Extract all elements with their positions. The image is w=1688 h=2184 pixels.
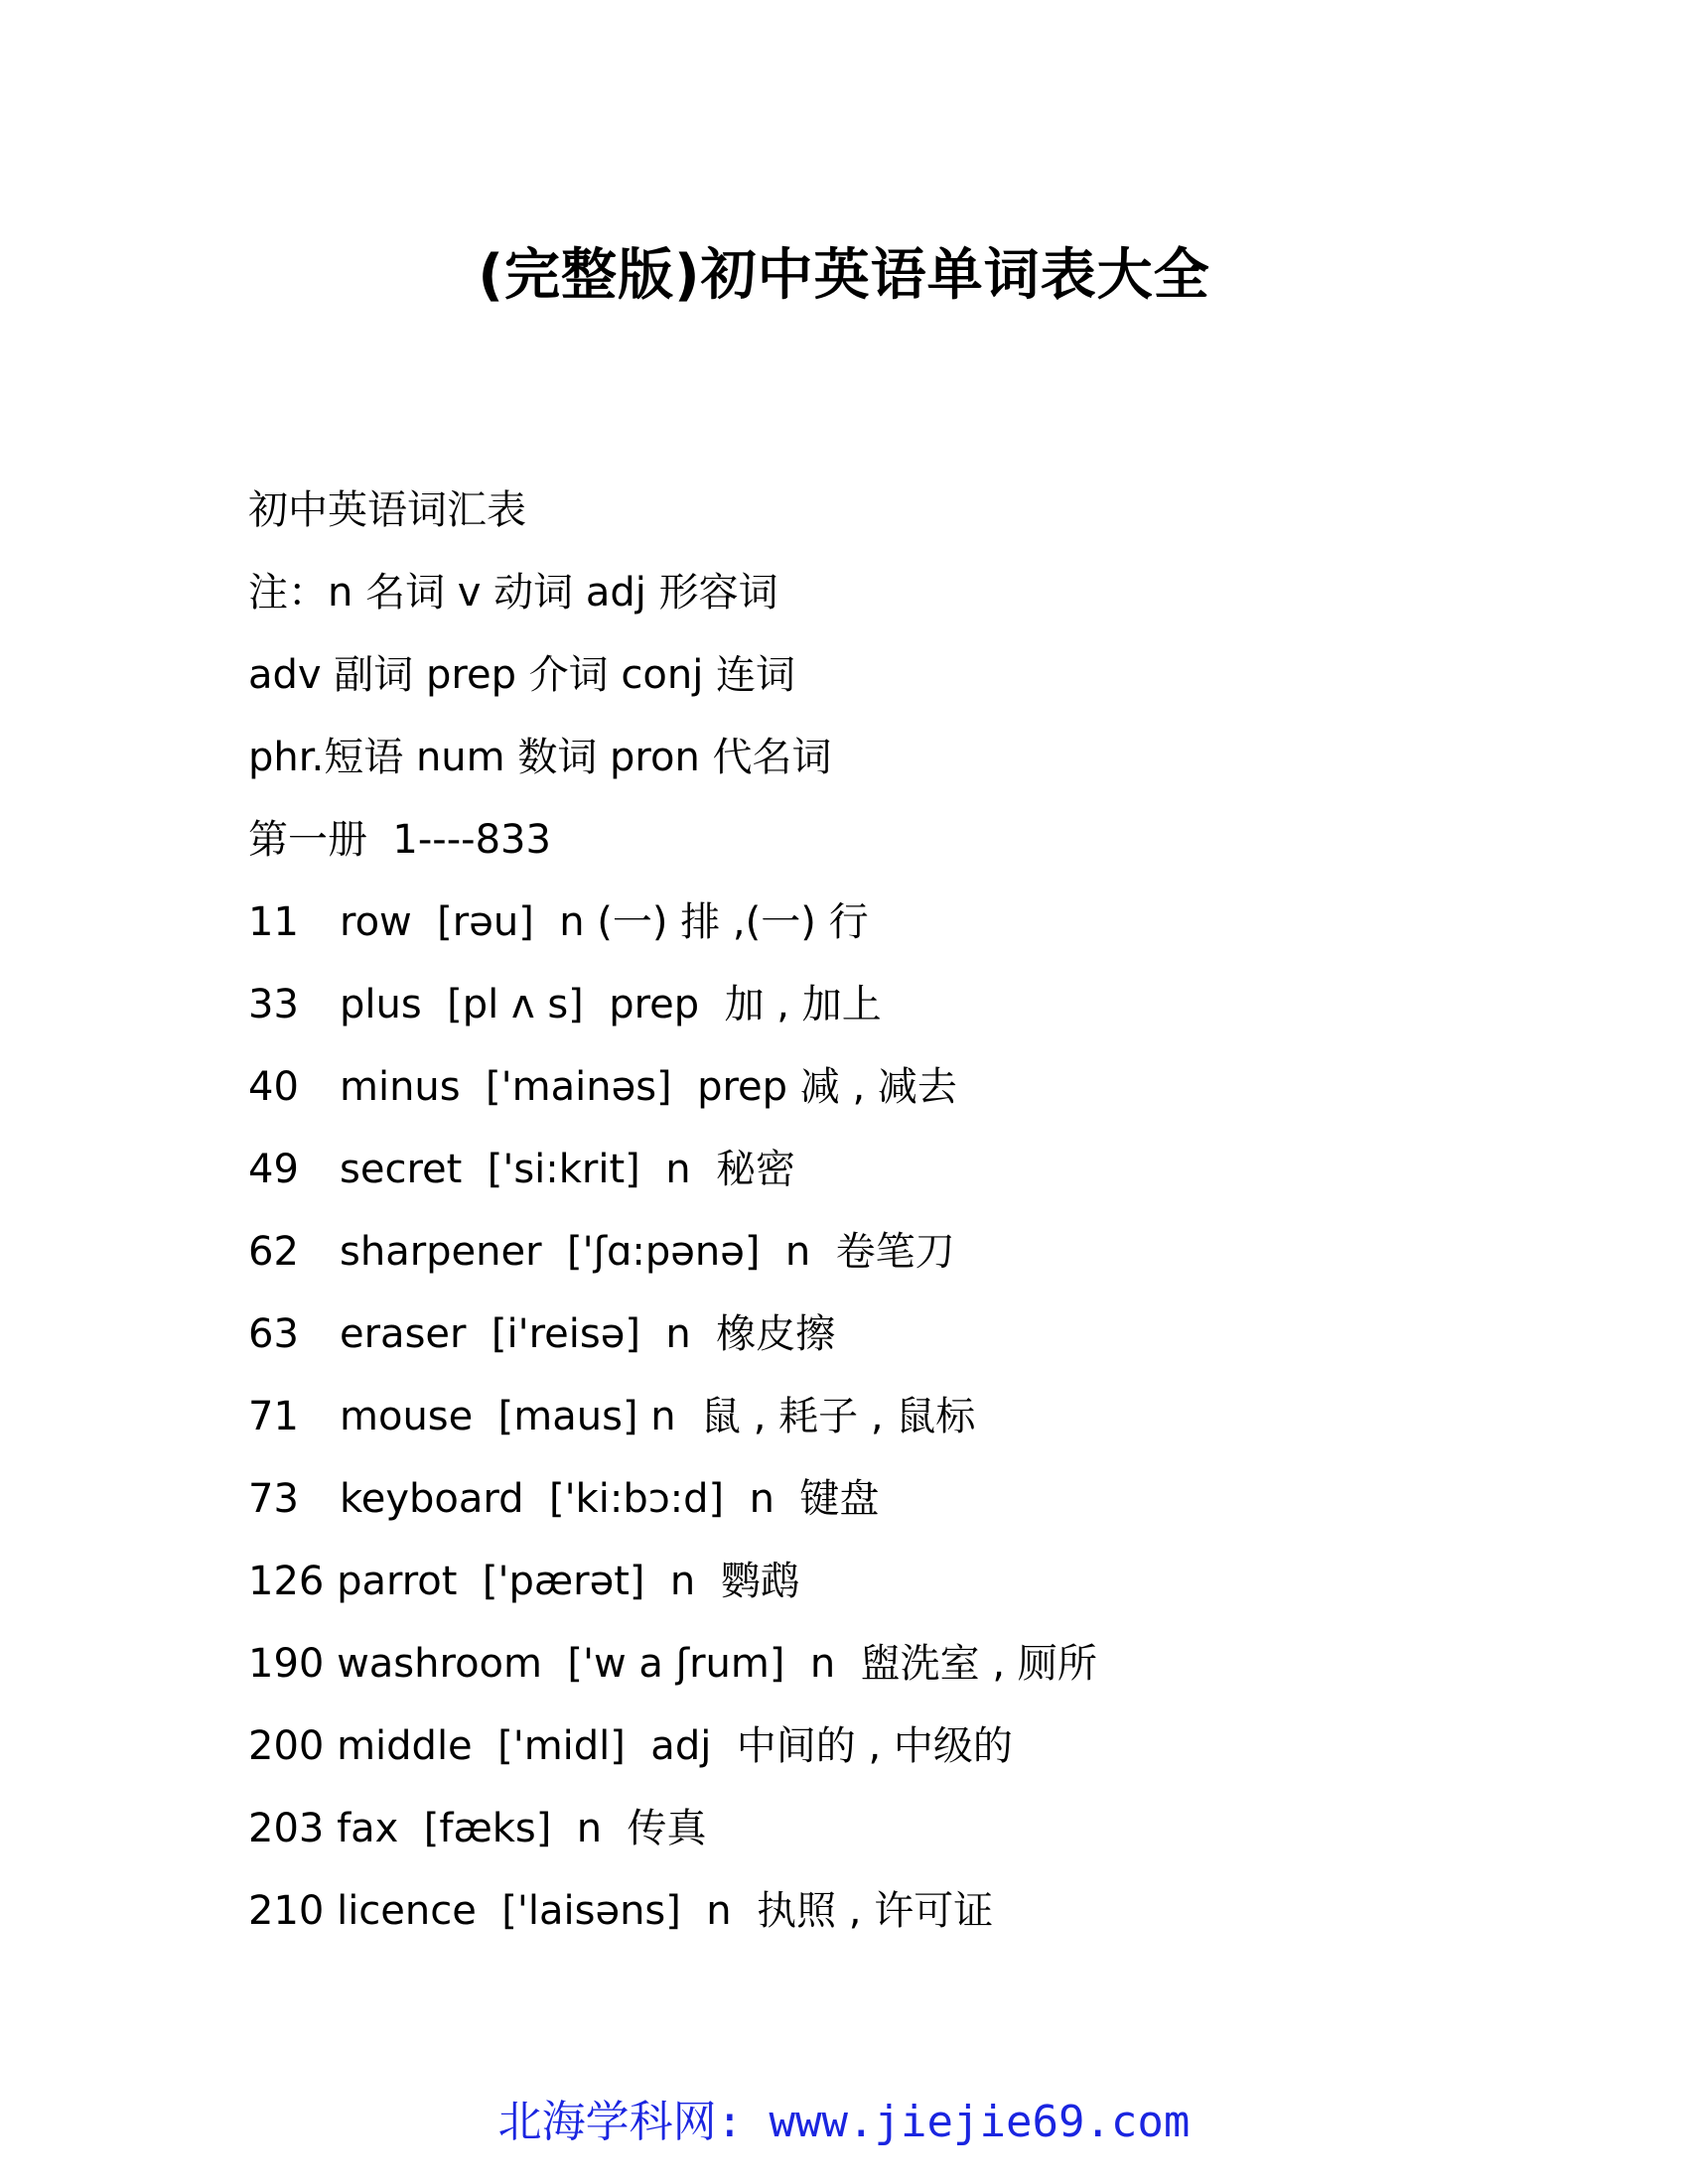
entry-number: 33 — [248, 982, 299, 1027]
entry-text: sharpener ['ʃɑ:pənə] n 卷笔刀 — [340, 1229, 955, 1275]
abbreviation-note-1: 注：n 名词 v 动词 adj 形容词 — [248, 570, 778, 615]
entry-number: 11 — [248, 899, 299, 945]
word-entry — [248, 1638, 1489, 1720]
word-entry — [248, 1473, 1489, 1556]
entry-number: 71 — [248, 1394, 299, 1439]
word-entry — [248, 1061, 1489, 1144]
word-entry — [248, 1556, 1489, 1638]
entry-text: eraser [i'reisə] n 橡皮擦 — [340, 1311, 836, 1357]
word-entry — [248, 1226, 1489, 1308]
entry-text: minus ['mainəs] prep 减 , 减去 — [340, 1064, 957, 1110]
word-entry — [248, 979, 1489, 1061]
vocabulary-content — [248, 484, 1489, 1968]
entry-text: parrot ['pærət] n 鹦鹉 — [337, 1559, 800, 1604]
word-entry — [248, 1391, 1489, 1473]
entry-text: plus [pl ʌ s] prep 加 , 加上 — [340, 982, 882, 1027]
entry-number: 40 — [248, 1064, 299, 1110]
word-entry — [248, 896, 1489, 979]
word-entry — [248, 1308, 1489, 1391]
entry-number: 73 — [248, 1476, 299, 1522]
entry-number: 62 — [248, 1229, 299, 1275]
word-entry — [248, 1144, 1489, 1226]
entry-text: row [rəu] n (一) 排 ,(一) 行 — [340, 899, 869, 945]
entry-number: 190 — [248, 1641, 325, 1687]
entry-text: middle ['midl] adj 中间的 , 中级的 — [337, 1723, 1013, 1769]
document-title: (完整版)初中英语单词表大全 — [478, 243, 1210, 308]
vocabulary-heading: 初中英语词汇表 — [248, 487, 526, 533]
abbreviation-note-3: phr.短语 num 数词 pron 代名词 — [248, 735, 832, 780]
entry-number: 126 — [248, 1559, 325, 1604]
entry-number: 210 — [248, 1888, 325, 1934]
entry-text: secret ['si:krit] n 秘密 — [340, 1147, 795, 1192]
entry-number: 200 — [248, 1723, 325, 1769]
entry-number: 63 — [248, 1311, 299, 1357]
entry-text: washroom ['w a ʃrum] n 盥洗室 , 厕所 — [337, 1641, 1097, 1687]
volume-label: 第一册 1----833 — [248, 817, 551, 863]
entry-text: keyboard ['ki:bɔ:d] n 键盘 — [340, 1476, 880, 1522]
word-entry — [248, 1885, 1489, 1968]
site-footer-watermark: 北海学科网: www.jiejie69.com — [497, 2097, 1191, 2147]
entry-text: mouse [maus] n 鼠 , 耗子 , 鼠标 — [340, 1394, 976, 1439]
entry-number: 203 — [248, 1806, 325, 1851]
entry-text: fax [fæks] n 传真 — [337, 1806, 707, 1851]
word-entry — [248, 1803, 1489, 1885]
entry-number: 49 — [248, 1147, 299, 1192]
word-entry — [248, 1720, 1489, 1803]
entry-text: licence ['laisəns] n 执照 , 许可证 — [337, 1888, 994, 1934]
abbreviation-note-2: adv 副词 prep 介词 conj 连词 — [248, 652, 796, 698]
